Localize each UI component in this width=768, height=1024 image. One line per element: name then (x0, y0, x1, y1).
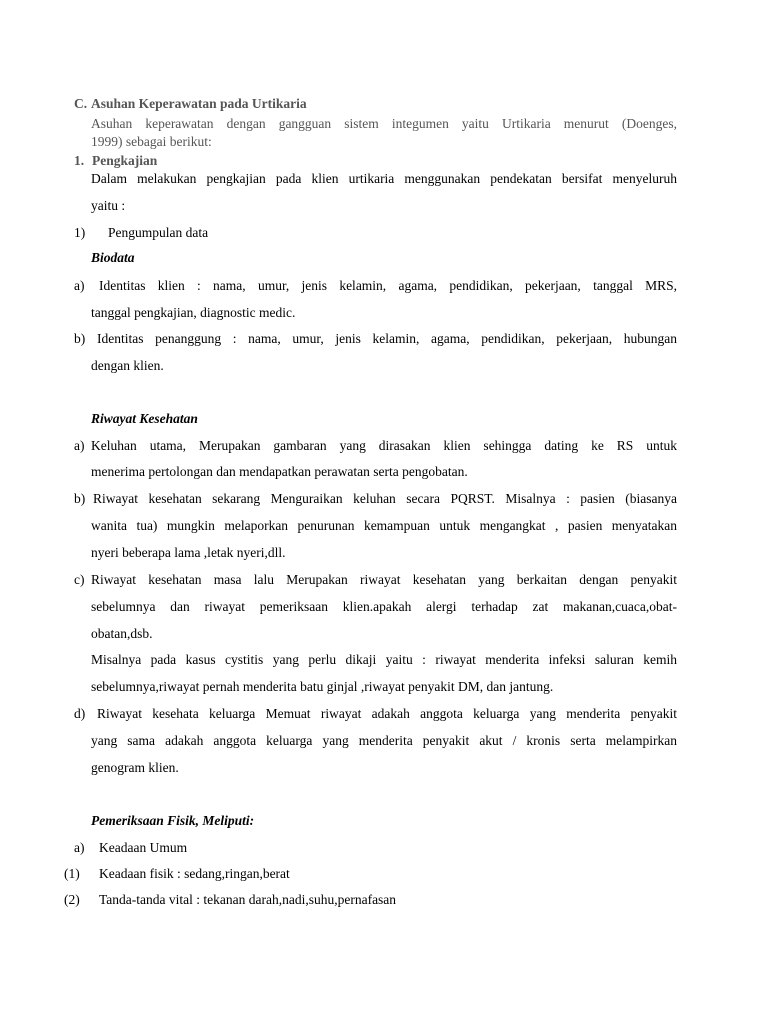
pemeriksaan-sub1-marker: (1) (64, 866, 80, 881)
pemeriksaan-sub2-marker: (2) (64, 892, 80, 907)
riwayat-d-marker: d) (74, 706, 86, 721)
biodata-a-line2: tanggal pengkajian, diagnostic medic. (91, 305, 296, 320)
pengkajian-number: 1. (74, 153, 85, 168)
pemeriksaan-a-marker: a) (74, 840, 85, 855)
pengkajian-intro-line1: Dalam melakukan pengkajian pada klien urtikaria menggunakan pendekatan bersifat menyeluruh (91, 171, 677, 186)
riwayat-c-line5: sebelumnya,riwayat pernah menderita batu ginjal ,riwayat penyakit DM, dan jantung. (91, 679, 554, 694)
pengkajian-intro-line2: yaitu : (91, 198, 126, 213)
biodata-a-line1: Identitas klien : nama, umur, jenis kelamin, agama, pendidikan, pekerjaan, tanggal MRS, (99, 278, 677, 293)
riwayat-a-line2: menerima pertolongan dan mendapatkan perawatan serta pengobatan. (91, 464, 468, 479)
section-intro-line2: 1999) sebagai berikut: (91, 134, 212, 149)
riwayat-d-line1: Riwayat kesehata keluarga Memuat riwayat adakah anggota keluarga yang menderita penyakit (97, 706, 677, 721)
riwayat-a-line1: Keluhan utama, Merupakan gambaran yang dirasakan klien sehingga dating ke RS untuk (91, 438, 677, 453)
riwayat-b-line1: Riwayat kesehatan sekarang Menguraikan keluhan secara PQRST. Misalnya : pasien (biasanya (93, 491, 677, 506)
riwayat-c-line4: Misalnya pada kasus cystitis yang perlu dikaji yaitu : riwayat menderita infeksi saluran kemih (91, 652, 677, 667)
pengkajian-heading: Pengkajian (92, 153, 158, 168)
riwayat-c-line1: Riwayat kesehatan masa lalu Merupakan riwayat kesehatan yang berkaitan dengan penyakit (91, 572, 677, 587)
riwayat-b-line3: nyeri beberapa lama ,letak nyeri,dll. (91, 545, 286, 560)
riwayat-c-line2: sebelumnya dan riwayat pemeriksaan klien.apakah alergi terhadap zat makanan,cuaca,obat- (91, 599, 677, 614)
riwayat-c-marker: c) (74, 572, 85, 587)
section-intro-line1: Asuhan keperawatan dengan gangguan sistem integumen yaitu Urtikaria menurut (Doenges, (91, 116, 677, 131)
riwayat-b-marker: b) (74, 491, 86, 506)
pemeriksaan-heading: Pemeriksaan Fisik, Meliputi: (91, 813, 255, 828)
pemeriksaan-a-label: Keadaan Umum (99, 840, 188, 855)
riwayat-d-line2: yang sama adakah anggota keluarga yang menderita penyakit akut / kronis serta melampirkan (91, 733, 677, 748)
riwayat-a-marker: a) (74, 438, 85, 453)
pemeriksaan-sub1-label: Keadaan fisik : sedang,ringan,berat (99, 866, 290, 881)
riwayat-c-line3: obatan,dsb. (91, 626, 153, 641)
biodata-b-line2: dengan klien. (91, 358, 164, 373)
biodata-a-marker: a) (74, 278, 85, 293)
pengumpulan-label: Pengumpulan data (108, 225, 209, 240)
biodata-heading: Biodata (91, 250, 135, 265)
section-title: Asuhan Keperawatan pada Urtikaria (91, 96, 307, 111)
pemeriksaan-sub2-label: Tanda-tanda vital : tekanan darah,nadi,suhu,pernafasan (99, 892, 397, 907)
biodata-b-line1: Identitas penanggung : nama, umur, jenis kelamin, agama, pendidikan, pekerjaan, hubungan (97, 331, 677, 346)
pengumpulan-number: 1) (74, 225, 86, 240)
riwayat-heading: Riwayat Kesehatan (91, 411, 198, 426)
section-label: C. (74, 96, 88, 111)
biodata-b-marker: b) (74, 331, 86, 346)
riwayat-b-line2: wanita tua) mungkin melaporkan penurunan kemampuan untuk mengangkat , pasien menyatakan (91, 518, 677, 533)
riwayat-d-line3: genogram klien. (91, 760, 179, 775)
